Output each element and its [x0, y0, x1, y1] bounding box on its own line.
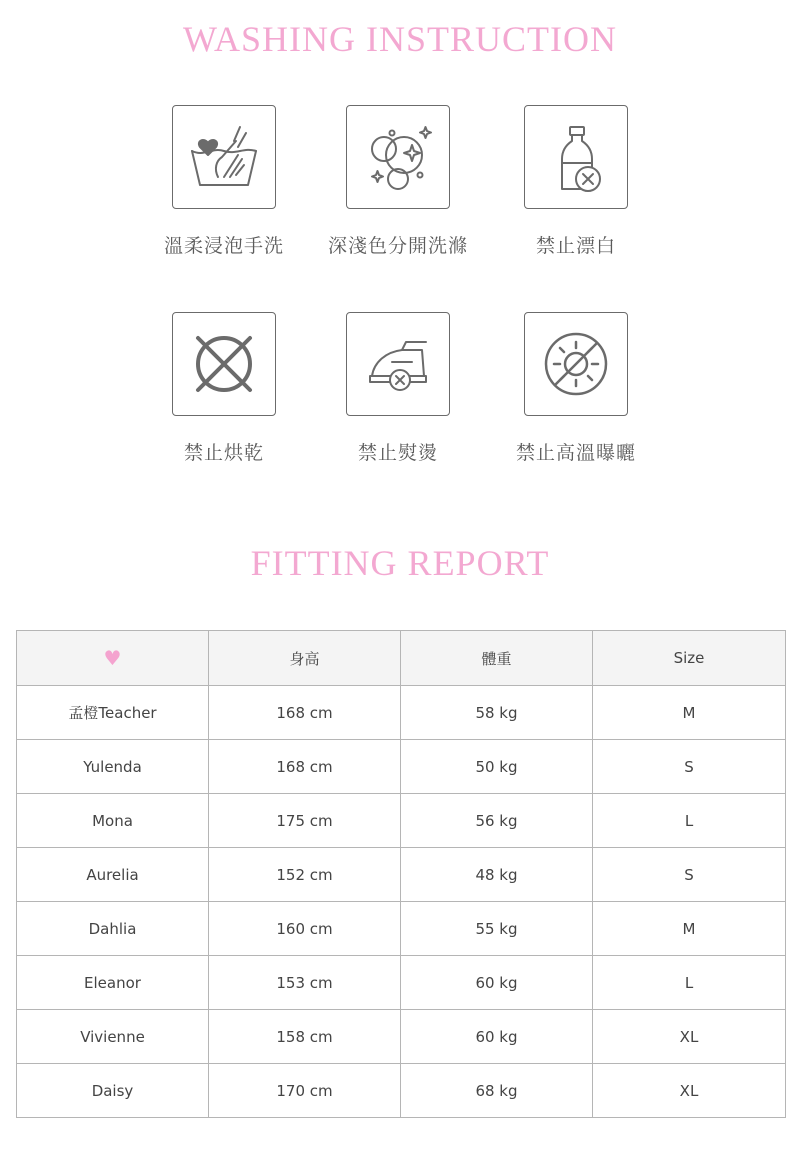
table-row	[17, 740, 786, 794]
cell-height: 158 cm	[209, 1010, 401, 1064]
no-tumble-dry-icon	[172, 312, 276, 416]
cell-weight: 58 kg	[401, 686, 593, 740]
cell-height: 160 cm	[209, 902, 401, 956]
no-sun-drying-icon	[524, 312, 628, 416]
care-item-no-bleach	[466, 105, 686, 258]
separate-colors-icon	[346, 105, 450, 209]
cell-size: L	[593, 794, 786, 848]
care-label-no-bleach: 禁止漂白	[535, 235, 616, 257]
cell-height: 152 cm	[209, 848, 401, 902]
cell-weight: 55 kg	[401, 902, 593, 956]
table-row	[17, 1010, 786, 1064]
cell-size: XL	[593, 1010, 786, 1064]
cell-size: L	[593, 956, 786, 1010]
care-label-separate-colors: 深淺色分開洗滌	[327, 235, 468, 257]
cell-name: Yulenda	[17, 740, 209, 794]
table-row	[17, 686, 786, 740]
cell-height: 170 cm	[209, 1064, 401, 1118]
cell-name: Aurelia	[17, 848, 209, 902]
table-row	[17, 956, 786, 1010]
care-label-no-iron: 禁止熨燙	[357, 442, 438, 464]
cell-size: M	[593, 686, 786, 740]
care-label-no-sun-drying: 禁止高溫曝曬	[515, 442, 636, 464]
cell-weight: 60 kg	[401, 956, 593, 1010]
fitting-report-title: FITTING REPORT	[250, 543, 550, 583]
cell-name: Dahlia	[17, 902, 209, 956]
cell-weight: 60 kg	[401, 1010, 593, 1064]
cell-height: 175 cm	[209, 794, 401, 848]
cell-size: XL	[593, 1064, 786, 1118]
cell-weight: 48 kg	[401, 848, 593, 902]
header-weight: 體重	[401, 631, 593, 686]
washing-instruction-title: WASHING INSTRUCTION	[183, 19, 617, 59]
no-iron-icon	[346, 312, 450, 416]
cell-size: S	[593, 740, 786, 794]
cell-height: 168 cm	[209, 686, 401, 740]
cell-size: S	[593, 848, 786, 902]
fitting-report-table	[16, 630, 786, 1118]
care-label-hand-wash: 溫柔浸泡手洗	[163, 235, 284, 257]
cell-name: Mona	[17, 794, 209, 848]
cell-name: 孟橙Teacher	[17, 686, 209, 740]
cell-size: M	[593, 902, 786, 956]
table-row	[17, 902, 786, 956]
cell-height: 153 cm	[209, 956, 401, 1010]
cell-height: 168 cm	[209, 740, 401, 794]
cell-name: Eleanor	[17, 956, 209, 1010]
care-label-no-tumble-dry: 禁止烘乾	[183, 442, 264, 464]
no-bleach-icon	[524, 105, 628, 209]
hand-wash-icon	[172, 105, 276, 209]
cell-weight: 50 kg	[401, 740, 593, 794]
cell-name: Vivienne	[17, 1010, 209, 1064]
table-row	[17, 848, 786, 902]
cell-weight: 68 kg	[401, 1064, 593, 1118]
cell-weight: 56 kg	[401, 794, 593, 848]
table-row	[17, 794, 786, 848]
cell-name: Daisy	[17, 1064, 209, 1118]
heart-icon: ♥	[17, 631, 209, 686]
table-header-row	[17, 631, 786, 686]
header-height: 身高	[209, 631, 401, 686]
table-row	[17, 1064, 786, 1118]
care-item-no-sun-drying	[466, 312, 686, 465]
header-size: Size	[593, 631, 786, 686]
